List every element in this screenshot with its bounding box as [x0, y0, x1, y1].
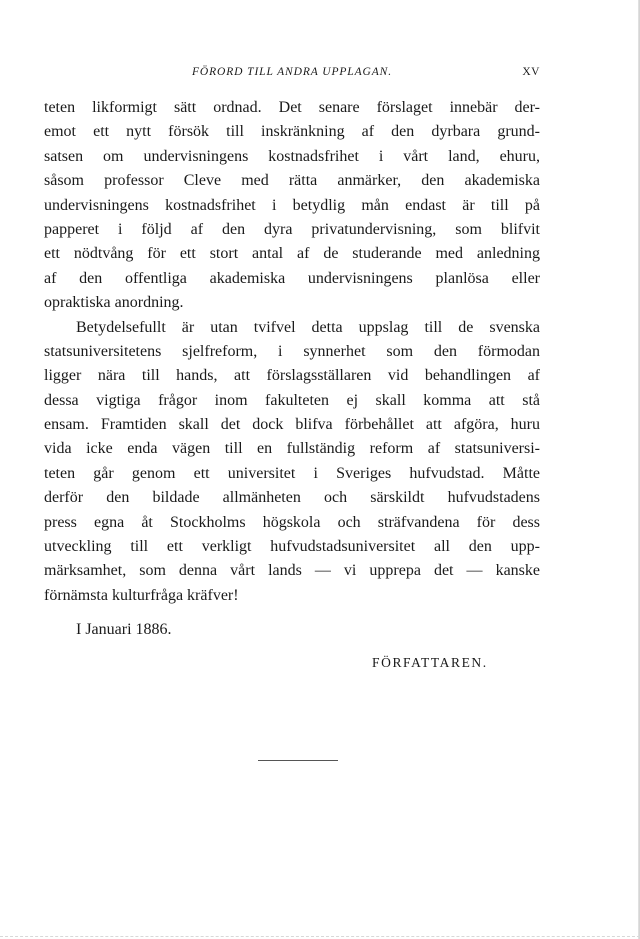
text-line: vida icke enda vägen till en fullständig reform af statsuniversi-	[44, 440, 540, 458]
scan-edge-bottom	[0, 936, 640, 937]
text-line: märksamhet, som denna vårt lands — vi upprepa det — kanske	[44, 562, 540, 580]
author-signature: FÖRFATTAREN.	[372, 655, 488, 670]
text-line: opraktiska anordning.	[44, 294, 184, 312]
running-head	[44, 66, 540, 84]
dateline: I Januari 1886.	[76, 621, 172, 638]
text-line: utveckling till ett verkligt hufvudstadsuniversitet all den upp-	[44, 538, 540, 556]
text-line: teten går genom ett universitet i Sveriges hufvudstad. Måtte	[44, 464, 540, 482]
text-line: ensam. Framtiden skall det dock blifva förbehållet att afgöra, huru	[44, 416, 540, 434]
text-line: dessa vigtiga frågor inom fakulteten ej skall komma att stå	[44, 391, 540, 409]
text-line: ligger nära till hands, att förslagsställaren vid behandlingen af	[44, 367, 540, 385]
body-text	[44, 96, 540, 608]
text-line: förnämsta kulturfråga kräfver!	[44, 586, 239, 604]
text-line: emot ett nytt försök till inskränkning af den dyrbara grund-	[44, 123, 540, 141]
text-line: derför den bildade allmänheten och särskildt hufvudstadens	[44, 489, 540, 507]
text-line: såsom professor Cleve med rätta anmärker, den akademiska	[44, 172, 540, 190]
paragraph-2	[44, 316, 540, 609]
end-rule	[258, 760, 338, 761]
text-line: press egna åt Stockholms högskola och sträfvandena för dess	[44, 513, 540, 531]
text-line: papperet i följd af den dyra privatundervisning, som blifvit	[44, 220, 540, 238]
text-line: teten likformigt sätt ordnad. Det senare förslaget innebär der-	[44, 99, 540, 116]
running-head-title: FÖRORD TILL ANDRA UPPLAGAN.	[191, 66, 392, 78]
text-line: ett nödtvång för ett stort antal af de studerande med anledning	[44, 245, 540, 263]
page-number: XV	[522, 66, 540, 78]
text-line: undervisningens kostnadsfrihet i betydlig mån endast är till på	[44, 196, 540, 214]
paragraph-1	[44, 96, 540, 316]
text-line: af den offentliga akademiska undervisningens planlösa eller	[44, 269, 540, 287]
text-line: statsuniversitetens sjelfreform, i synnerhet som den förmodan	[44, 342, 540, 360]
text-line: satsen om undervisningens kostnadsfrihet i vårt land, ehuru,	[44, 147, 540, 165]
text-line: Betydelsefullt är utan tvifvel detta uppslag till de svenska	[76, 318, 540, 336]
